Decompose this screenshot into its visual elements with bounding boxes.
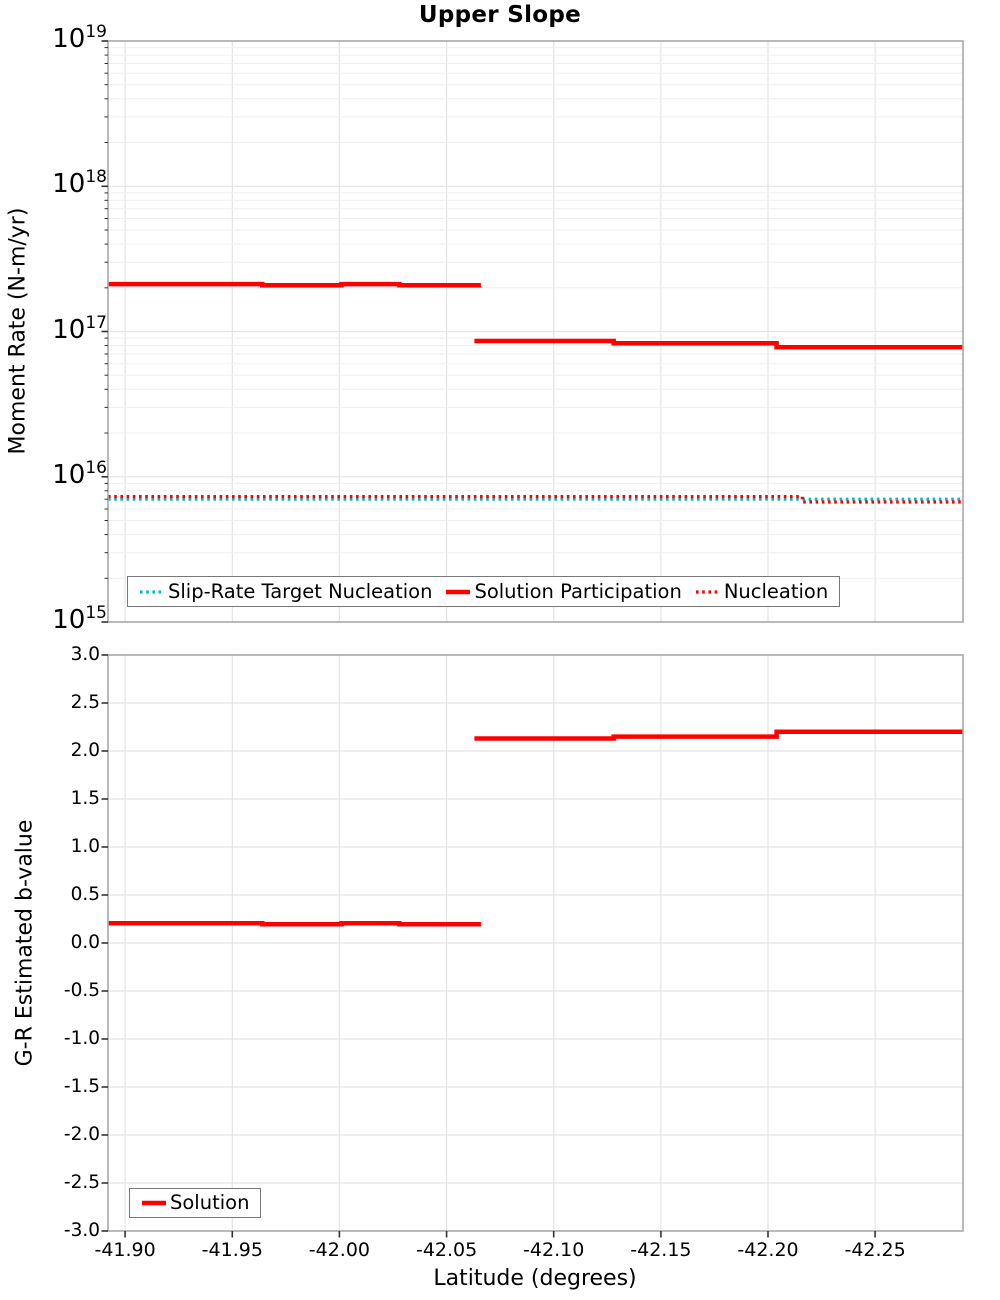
y-tick-label: -2.5 xyxy=(63,1171,100,1193)
y-tick-label: 1.0 xyxy=(70,835,100,857)
x-tick-label: -41.90 xyxy=(94,1239,156,1261)
legend-label: Nucleation xyxy=(723,579,829,603)
y-tick-label: 2.5 xyxy=(70,691,100,713)
y-tick-label: 1017 xyxy=(52,312,107,345)
y-tick-label: -1.0 xyxy=(63,1027,100,1049)
y-tick-label: 1015 xyxy=(52,603,107,635)
legend-label: Slip-Rate Target Nucleation xyxy=(168,579,433,603)
x-tick-label: -42.20 xyxy=(737,1239,799,1261)
legend-line-swatch xyxy=(695,588,721,596)
legend-b-value xyxy=(129,1188,261,1218)
y-tick-label: 1018 xyxy=(52,167,107,200)
y-tick-label: 2.0 xyxy=(70,739,100,761)
legend-line-swatch xyxy=(141,1199,167,1207)
b-value-axis-label: G-R Estimated b-value xyxy=(12,819,38,1067)
legend-line-swatch xyxy=(139,588,165,596)
legend-entry-slip-rate-target-nucleation xyxy=(139,579,433,603)
moment-rate-axis-label: Moment Rate (N-m/yr) xyxy=(5,207,31,455)
legend-label: Solution xyxy=(170,1191,250,1215)
y-tick-label: 0.0 xyxy=(70,931,100,953)
y-tick-label: 3.0 xyxy=(70,643,100,665)
legend-entry-solution xyxy=(141,1193,249,1213)
y-tick-label: -1.5 xyxy=(63,1075,100,1097)
x-tick-label: -42.25 xyxy=(844,1239,906,1261)
legend-moment-rate xyxy=(127,576,840,607)
legend-label: Solution Participation xyxy=(474,579,682,603)
legend-entry-nucleation xyxy=(695,579,829,603)
legend-line-swatch xyxy=(445,588,471,596)
y-tick-label: 1.5 xyxy=(70,787,100,809)
legend-entry-solution-participation xyxy=(445,579,682,603)
y-tick-label: -0.5 xyxy=(63,979,100,1001)
y-tick-label: -3.0 xyxy=(63,1219,100,1241)
figure-title: Upper Slope xyxy=(418,2,582,28)
y-tick-label: 0.5 xyxy=(70,883,100,905)
y-tick-label: 1016 xyxy=(52,457,107,490)
x-tick-label: -41.95 xyxy=(201,1239,263,1261)
x-tick-label: -42.10 xyxy=(523,1239,585,1261)
x-tick-label: -42.00 xyxy=(308,1239,371,1261)
x-tick-label: -42.15 xyxy=(630,1239,692,1261)
y-tick-label: 1019 xyxy=(52,22,107,54)
y-tick-label: -2.0 xyxy=(63,1123,100,1145)
x-axis-label: Latitude (degrees) xyxy=(433,1266,637,1291)
x-tick-label: -42.05 xyxy=(415,1239,478,1261)
